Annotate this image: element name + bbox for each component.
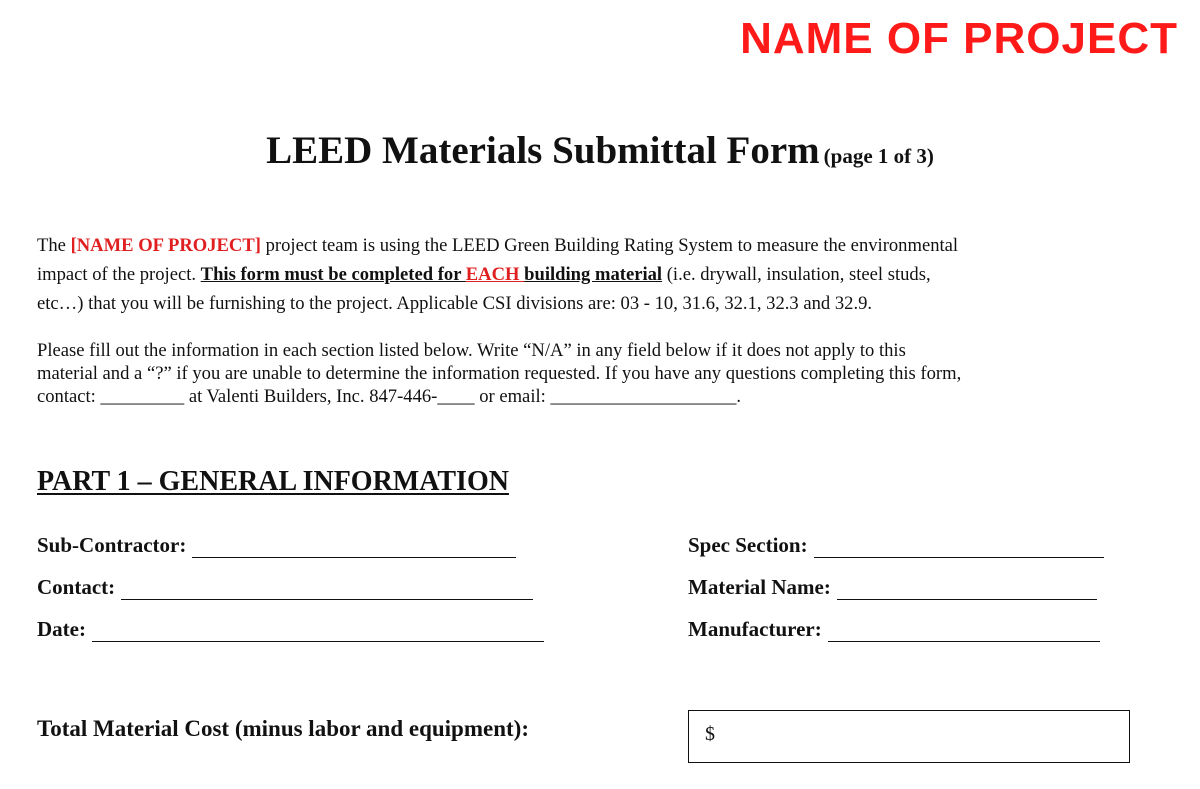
intro-text: (i.e. drywall, insulation, steel studs, [662, 264, 931, 285]
material-name-input[interactable] [837, 581, 1097, 600]
date-label: Date: [37, 617, 86, 641]
form-title-page-note: (page 1 of 3) [823, 144, 934, 168]
total-material-cost-label: Total Material Cost (minus labor and equipment): [37, 716, 529, 741]
intro-text: The [37, 235, 71, 256]
instructions-line-3: contact: _________ at Valenti Builders, Inc. 847-446-____ or email: ____________________. [37, 386, 742, 407]
contact-field [37, 575, 533, 600]
form-title [0, 128, 1200, 173]
intro-emphasis: building material [524, 264, 663, 285]
material-name-field [688, 575, 1097, 600]
intro-paragraph [37, 231, 1177, 318]
manufacturer-input[interactable] [828, 623, 1100, 642]
material-name-label: Material Name: [688, 575, 831, 599]
intro-emphasis: This form must be completed for [200, 264, 466, 285]
project-name-placeholder: [NAME OF PROJECT] [70, 235, 261, 256]
date-input[interactable] [92, 623, 544, 642]
currency-symbol: $ [705, 723, 715, 745]
project-name-banner: NAME OF PROJECT [740, 14, 1178, 63]
sub-contractor-label: Sub-Contractor: [37, 533, 187, 557]
instructions-line-2: material and a “?” if you are unable to determine the information requested. If you have any questions completing this form, [37, 363, 962, 384]
part-1-heading: PART 1 – GENERAL INFORMATION [37, 466, 509, 497]
total-material-cost-input[interactable] [688, 710, 1130, 763]
contact-label: Contact: [37, 575, 116, 599]
form-title-main: LEED Materials Submittal Form [266, 129, 820, 172]
intro-line-1 [37, 231, 1177, 260]
intro-line-3: etc…) that you will be furnishing to the project. Applicable CSI divisions are: 03 - 10, 31.6, 32.1, 32.3 and 32.9. [37, 293, 873, 314]
intro-line-2 [37, 260, 1177, 289]
intro-text: project team is using the LEED Green Building Rating System to measure the environmental [260, 235, 959, 256]
contact-input[interactable] [121, 581, 533, 600]
intro-text: impact of the project. [37, 264, 201, 285]
manufacturer-label: Manufacturer: [688, 617, 822, 641]
sub-contractor-input[interactable] [192, 539, 516, 558]
date-field [37, 617, 544, 642]
spec-section-input[interactable] [814, 539, 1104, 558]
instructions-line-1: Please fill out the information in each section listed below. Write “N/A” in any field below if it does not apply to this [37, 340, 906, 361]
spec-section-field [688, 533, 1104, 558]
sub-contractor-field [37, 533, 516, 558]
spec-section-label: Spec Section: [688, 533, 808, 557]
intro-each-emphasis: EACH [465, 264, 525, 285]
manufacturer-field [688, 617, 1100, 642]
instructions-paragraph [37, 339, 1187, 408]
